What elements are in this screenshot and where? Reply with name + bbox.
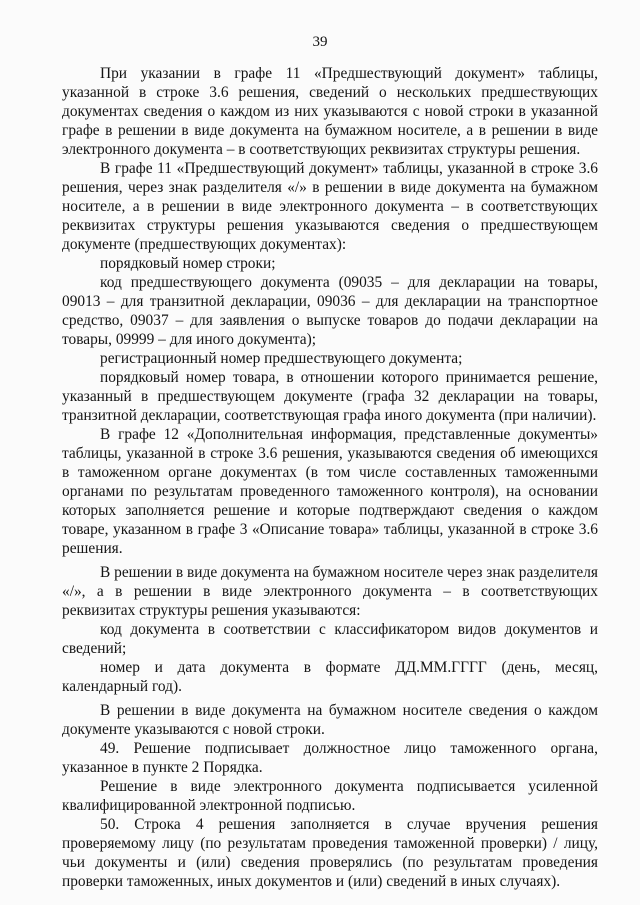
paragraph: 49. Решение подписывает должностное лицо таможенного органа, указанное в пункте 2 Порядка. [62, 740, 598, 776]
paragraph: порядковый номер строки; [100, 255, 276, 272]
paragraph: код документа в соответствии с классификатором видов документов и сведений; [62, 621, 598, 657]
paragraph: 50. Строка 4 решения заполняется в случае вручения решения проверяемому лицу (по результатам проведения таможенной проверки) / лицу, чьи документы и (или) сведения проверялись (по результатам проведения проверки таможенных, иных документов и (или) сведений в иных случаях). [62, 816, 598, 890]
paragraph: номер и дата документа в формате ДД.ММ.ГГГГ (день, месяц, календарный год). [62, 659, 598, 695]
paragraph: Решение в виде электронного документа подписывается усиленной квалифицированной электронной подписью. [62, 778, 598, 814]
body-text [62, 64, 598, 891]
paragraph: В решении в виде документа на бумажном носителе через знак разделителя «/», а в решении в виде электронного документа – в соответствующих реквизитах структуры решения указываются: [62, 564, 598, 619]
paragraph: В решении в виде документа на бумажном носителе сведения о каждом документе указываются с новой строки. [62, 702, 598, 738]
paragraph: При указании в графе 11 «Предшествующий документ» таблицы, указанной в строке 3.6 решения, сведений о нескольких предшествующих документах сведения о каждом из них указываются с новой строки в указанной графе в решении в виде документа на бумажном носителе, а в решении в виде электронного документа – в соответствующих реквизитах структуры решения. [62, 65, 598, 158]
paragraph: В графе 11 «Предшествующий документ» таблицы, указанной в строке 3.6 решения, через знак разделителя «/» в решении в виде документа на бумажном носителе, а в решении в виде электронного документа – в соответствующих реквизитах структуры решения указываются сведения о предшествующем документе (предшествующих документах): [62, 160, 598, 253]
paragraph: В графе 12 «Дополнительная информация, представленные документы» таблицы, указанной в строке 3.6 решения, указываются сведения об имеющихся в таможенном органе документах (в том числе составленных таможенными органами по результатам проведенного таможенного контроля), на основании которых заполняется решение и которые подтверждают сведения о каждом товаре, указанном в графе 3 «Описание товара» таблицы, указанной в строке 3.6 решения. [62, 426, 598, 557]
page-number: 39 [312, 34, 328, 50]
paragraph: код предшествующего документа (09035 – для декларации на товары, 09013 – для транзитной декларации, 09036 – для декларации на транспортное средство, 09037 – для заявления о выпуске товаров до подачи декларации на товары, 09999 – для иного документа); [62, 274, 598, 348]
paragraph: порядковый номер товара, в отношении которого принимается решение, указанный в предшествующем документе (графа 32 декларации на товары, транзитной декларации, соответствующая графа иного документа (при наличии). [62, 369, 598, 424]
paragraph: регистрационный номер предшествующего документа; [100, 350, 463, 367]
